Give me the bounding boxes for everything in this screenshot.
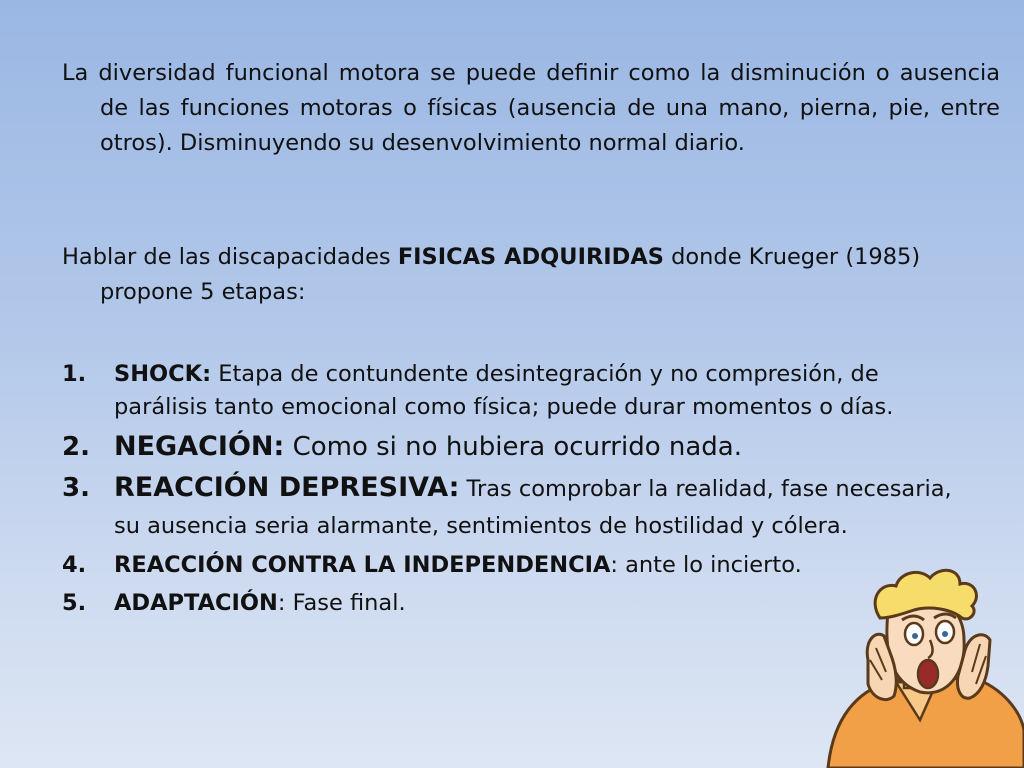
stage-term: NEGACIÓN: [114,431,285,462]
stage-number: 1. [62,361,87,387]
definition-paragraph [62,56,1000,161]
stage-description: : Fase final. [277,590,406,616]
stage-description: : ante lo incierto. [610,552,802,578]
stage-term: REACCIÓN CONTRA LA INDEPENDENCIA [114,552,611,578]
intro-paragraph [62,240,1000,310]
definition-text: La diversidad funcional motora se puede definir como la disminución o ausencia de las funciones motoras o físicas (ausencia de una mano, pierna, pie, entre otros). Disminuyendo su desenvolvimiento normal diario. [62,60,1000,156]
stage-term: SHOCK: [114,361,212,387]
intro-text-after: donde Krueger (1985) propone 5 etapas: [100,244,921,305]
stage-item-negacion [62,429,962,465]
stage-item-shock [62,358,962,424]
stage-number: 5. [62,590,87,616]
stage-item-reaccion-depresiva [62,470,962,544]
stage-description: Tras comprobar la realidad, fase necesaria, su ausencia seria alarmante, sentimientos de hostilidad y cólera. [114,476,952,539]
stage-term: ADAPTACIÓN [114,590,278,616]
shocked-man-clipart-icon [824,560,1024,768]
stage-number: 4. [62,552,87,578]
stage-description: Como si no hubiera ocurrido nada. [284,432,743,462]
stage-number: 3. [62,473,90,503]
intro-text-before: Hablar de las discapacidades [62,244,398,270]
stage-number: 2. [62,432,90,462]
stage-description: Etapa de contundente desintegración y no compresión, de parálisis tanto emocional como física; puede durar momentos o días. [114,361,894,420]
stage-term: REACCIÓN DEPRESIVA: [114,472,460,503]
intro-text-bold: FISICAS ADQUIRIDAS [397,244,664,270]
